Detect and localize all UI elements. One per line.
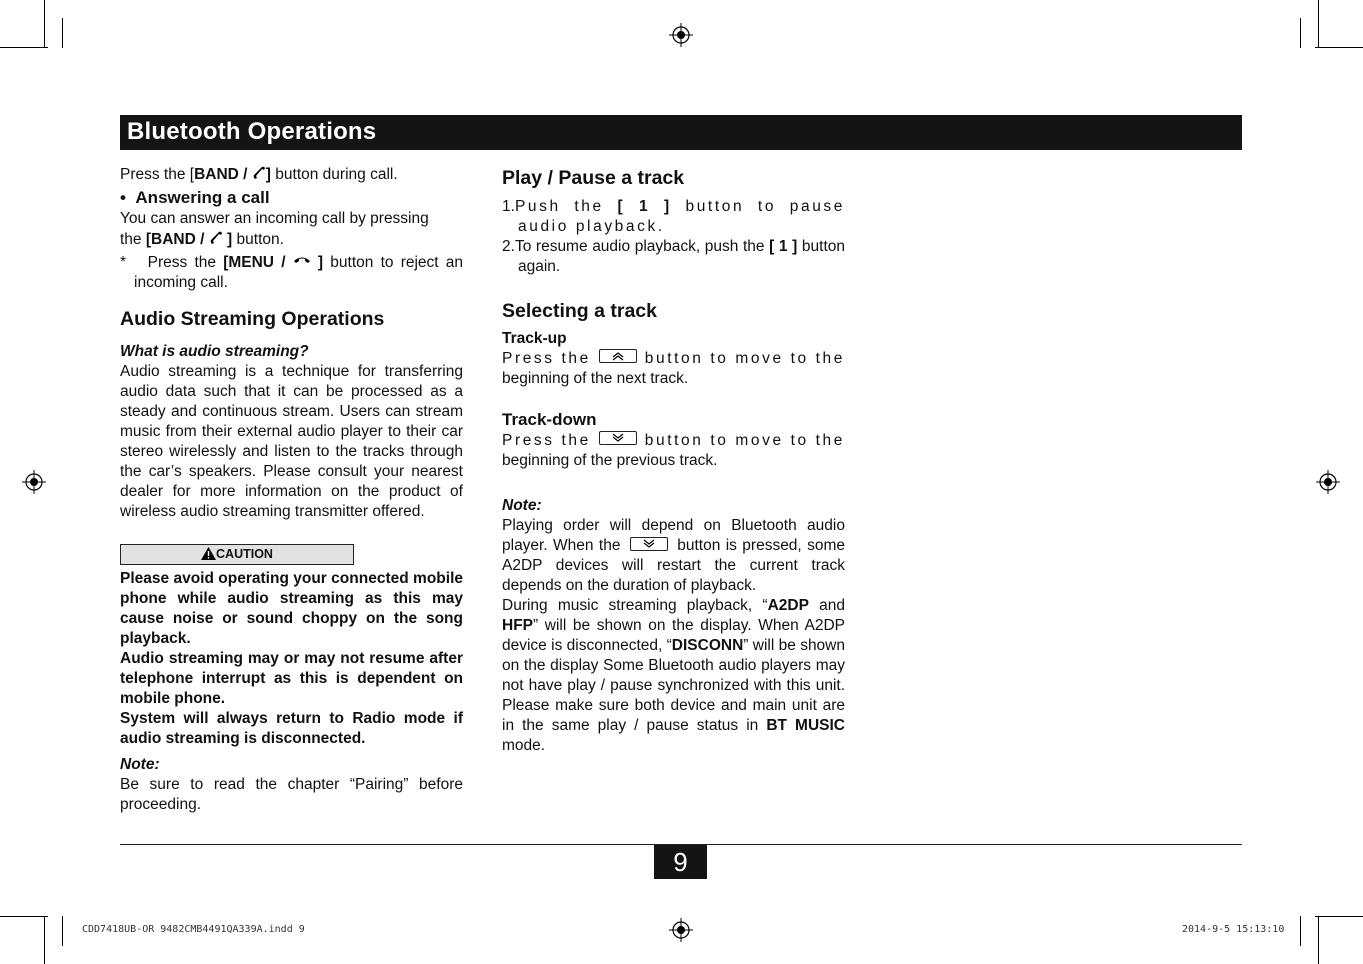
play-step-1	[502, 197, 845, 237]
warning-icon	[201, 547, 216, 560]
menu-key-close: ]	[317, 254, 324, 271]
band-key-label: BAND /	[194, 166, 248, 183]
what-is-body: Audio streaming is a technique for transferring audio data such that it can be processed as a steady and continuous stream. Users can stream music from their external audio player to their car stereo wirelessly and listen to the tracks through the car’s speakers. Please consult your nearest dealer for more information on the product of wireless audio streaming transmitter offered.	[120, 363, 463, 520]
asterisk: *	[120, 254, 127, 271]
step-number: 1.	[502, 198, 515, 215]
crop-mark	[0, 916, 48, 917]
registration-mark-icon	[1316, 470, 1340, 494]
caution-text-3: System will always return to Radio mode if audio streaming is disconnected.	[120, 710, 463, 747]
print-slug-file: CDD7418UB-OR 9482CMB4491QA339A.indd 9	[82, 924, 305, 935]
phone-hangup-icon	[293, 255, 311, 267]
note-paragraph-2	[502, 596, 845, 756]
registration-mark-icon	[22, 470, 46, 494]
step-number: 2.	[502, 238, 515, 255]
hfp-label: HFP	[502, 617, 533, 634]
key-1-label: [ 1 ]	[617, 198, 672, 215]
note-paragraph-1	[502, 516, 845, 596]
left-column	[120, 165, 463, 815]
crop-mark	[44, 0, 45, 48]
play-step-2	[502, 237, 845, 277]
note-label: Note:	[120, 756, 160, 773]
step-text: To resume audio playback, push the	[514, 238, 770, 255]
trackup-label: Track-up	[502, 330, 567, 347]
bullet: •	[120, 188, 136, 207]
crop-mark	[62, 916, 63, 946]
step-text-end: button again.	[518, 238, 845, 275]
answer-text-end: button.	[232, 231, 284, 248]
select-heading: Selecting a track	[502, 300, 657, 322]
track-down-key-icon	[599, 431, 637, 445]
step-text-end: button to pause audio playback.	[518, 198, 846, 235]
section-header-bar	[120, 115, 1242, 150]
reject-note	[120, 253, 463, 293]
intro-line	[120, 165, 463, 185]
trackdown-line-1	[502, 431, 845, 451]
registration-mark-icon	[669, 23, 693, 47]
band-key-label: [BAND /	[145, 231, 205, 248]
menu-key-label: [MENU /	[223, 254, 286, 271]
crop-mark	[1315, 916, 1363, 917]
reject-text-end: button to reject an incoming call.	[134, 254, 464, 291]
note-text: Playing order will depend on Bluetooth audio player. When the	[502, 517, 845, 554]
intro-text-end: button during call.	[270, 166, 398, 183]
caution-text-1: Please avoid operating your connected mobile phone while audio streaming as this may cause noise or sound choppy on the song playback.	[120, 570, 463, 647]
play-heading: Play / Pause a track	[502, 167, 685, 189]
answer-heading-row	[120, 187, 463, 209]
right-column	[502, 165, 845, 756]
note-text: mode.	[502, 737, 546, 754]
crop-mark	[1318, 0, 1319, 48]
page-number: 9	[654, 845, 707, 879]
caution-banner	[120, 544, 354, 565]
caution-text-2: Audio streaming may or may not resume after telephone interrupt as this is dependent on mobile phone.	[120, 650, 463, 707]
answer-heading: Answering a call	[135, 188, 270, 207]
what-is-heading: What is audio streaming?	[120, 343, 309, 360]
step-text: Push the	[514, 198, 618, 215]
intro-text: Press the [	[120, 166, 195, 183]
band-key-close: ]	[227, 231, 233, 248]
note-body: Be sure to read the chapter “Pairing” before proceeding.	[120, 776, 463, 813]
trackup-text: Press the	[502, 350, 591, 367]
trackdown-text-end: button to move to the	[644, 432, 845, 449]
crop-mark	[1315, 47, 1363, 48]
answer-line-1: You can answer an incoming call by pressing	[120, 210, 429, 227]
crop-mark	[62, 18, 63, 48]
phone-answer-icon	[209, 231, 223, 245]
crop-mark	[1300, 18, 1301, 48]
audio-heading: Audio Streaming Operations	[120, 308, 385, 330]
track-up-key-icon	[599, 349, 637, 363]
section-title: Bluetooth Operations	[127, 118, 377, 145]
note-text: During music streaming playback, “	[502, 597, 768, 614]
disconn-label: DISCONN	[671, 637, 744, 654]
trackup-line-1	[502, 349, 845, 369]
crop-mark	[0, 47, 48, 48]
caution-label: CAUTION	[216, 547, 273, 561]
answer-text: the	[120, 231, 146, 248]
answer-line-2	[120, 230, 463, 250]
trackdown-label: Track-down	[502, 410, 597, 429]
track-down-key-icon	[630, 537, 668, 551]
crop-mark	[44, 916, 45, 964]
trackdown-text: Press the	[502, 432, 591, 449]
note-text-end: button is pressed, some A2DP devices will restart the current track depends on the duration of playback.	[502, 537, 846, 594]
a2dp-label: A2DP	[767, 597, 809, 614]
note-text: and	[808, 597, 846, 614]
trackup-text-end: button to move to the	[644, 350, 845, 367]
phone-answer-icon	[252, 166, 266, 180]
key-1-label: [ 1 ]	[769, 238, 798, 255]
note-text: ” will be shown on the display Some Bluetooth audio players may not have play / pause synchronized with this unit. Please make sure both device and main unit are in the same play / pause status in	[502, 637, 845, 734]
band-key-close: ]	[265, 166, 271, 183]
note-text: ” will be shown on the display. When A2DP device is disconnected, “	[502, 617, 845, 654]
bt-music-label: BT MUSIC	[766, 717, 845, 734]
trackup-line-2: beginning of the next track.	[502, 370, 689, 387]
registration-mark-icon	[669, 918, 693, 942]
note-label: Note:	[502, 497, 542, 514]
crop-mark	[1300, 916, 1301, 946]
trackdown-line-2: beginning of the previous track.	[502, 452, 718, 469]
reject-text: Press the	[147, 254, 224, 271]
print-slug-date: 2014-9-5 15:13:10	[1182, 924, 1285, 935]
crop-mark	[1318, 916, 1319, 964]
